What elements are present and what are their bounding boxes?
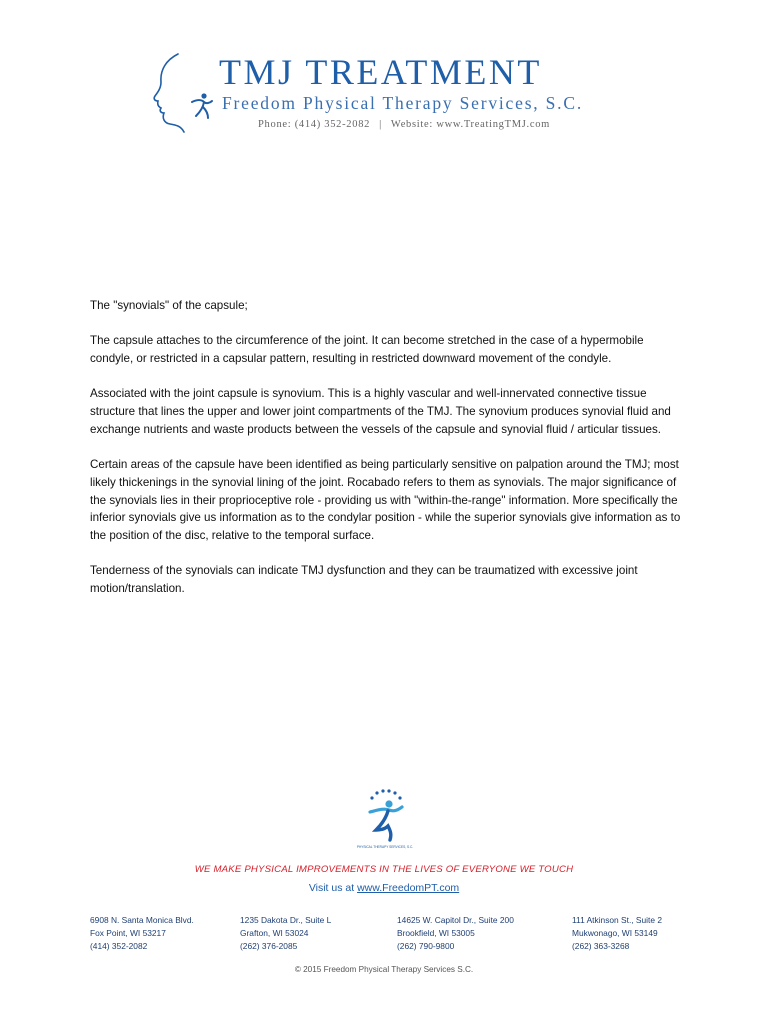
location-phone: (262) 790-9800 [397,941,455,952]
location-street: 14625 W. Capitol Dr., Suite 200 [397,915,514,925]
location-mukwonago [572,914,662,954]
visit-line [0,882,768,894]
website-address: Website: www.TreatingTMJ.com [390,119,551,130]
body-paragraph: Tenderness of the synovials can indicate TMJ dysfunction and they can be traumatized with excessive joint motion/translation. [90,564,638,596]
letterhead [148,52,618,140]
location-grafton [240,914,331,954]
copyright: © 2015 Freedom Physical Therapy Services S.C. [294,965,474,974]
location-brookfield [397,914,514,954]
section-heading: The "synovials" of the capsule; [90,299,248,312]
document-body [90,297,682,616]
letterhead-contact [258,118,550,132]
slogan: WE MAKE PHYSICAL IMPROVEMENTS IN THE LIVES OF EVERYONE WE TOUCH [194,864,574,875]
body-paragraph: Certain areas of the capsule have been identified as being particularly sensitive on palpation around the TMJ; most likely thickenings in the synovial lining of the joint. Rocabado refers to them as synovials. The major significance of the synovials lies in their proprioceptive role - providing us with "within-the-range" information. More specifically the inferior synovials give us information as to the condylar position - while the superior synovials give information as to the position of the disc, relative to the temporal surface. [90,458,681,543]
contact-separator: | [379,119,382,130]
location-street: 111 Atkinson St., Suite 2 [572,915,663,925]
location-city: Fox Point, WI 53217 [90,928,166,939]
website-link[interactable]: www.FreedomPT.com [357,882,460,894]
freedom-figure-logo-icon [356,786,414,856]
location-street: 6908 N. Santa Monica Blvd. [90,915,194,925]
location-city: Mukwonago, WI 53149 [572,928,658,939]
location-city: Brookfield, WI 53005 [397,928,475,939]
letterhead-title: TMJ TREATMENT [219,52,542,92]
location-phone: (262) 376-2085 [240,941,298,952]
logo-wordmark: PHYSICAL THERAPY SERVICES, S.C. [356,845,414,849]
body-paragraph: Associated with the joint capsule is synovium. This is a highly vascular and well-innervated connective tissue structure that lines the upper and lower joint compartments of the TMJ. The synovium produces synovial fluid and exchange nutrients and waste products between the vessels of the capsule and synovial fluid / articular tissues. [90,387,671,436]
letterhead-subtitle: Freedom Physical Therapy Services, S.C. [222,93,584,113]
location-fox-point [90,914,194,954]
location-phone: (414) 352-2082 [90,941,148,952]
location-street: 1235 Dakota Dr., Suite L [240,915,332,925]
visit-prefix: Visit us at [308,882,358,894]
face-profile-logo-icon [148,52,212,136]
location-city: Grafton, WI 53024 [240,928,309,939]
location-phone: (262) 363-3268 [572,941,630,952]
body-paragraph: The capsule attaches to the circumference of the joint. It can become stretched in the case of a hypermobile condyle, or restricted in a capsular pattern, resulting in restricted downward movement of the condyle. [90,334,644,366]
phone-number: Phone: (414) 352-2082 [258,119,371,130]
